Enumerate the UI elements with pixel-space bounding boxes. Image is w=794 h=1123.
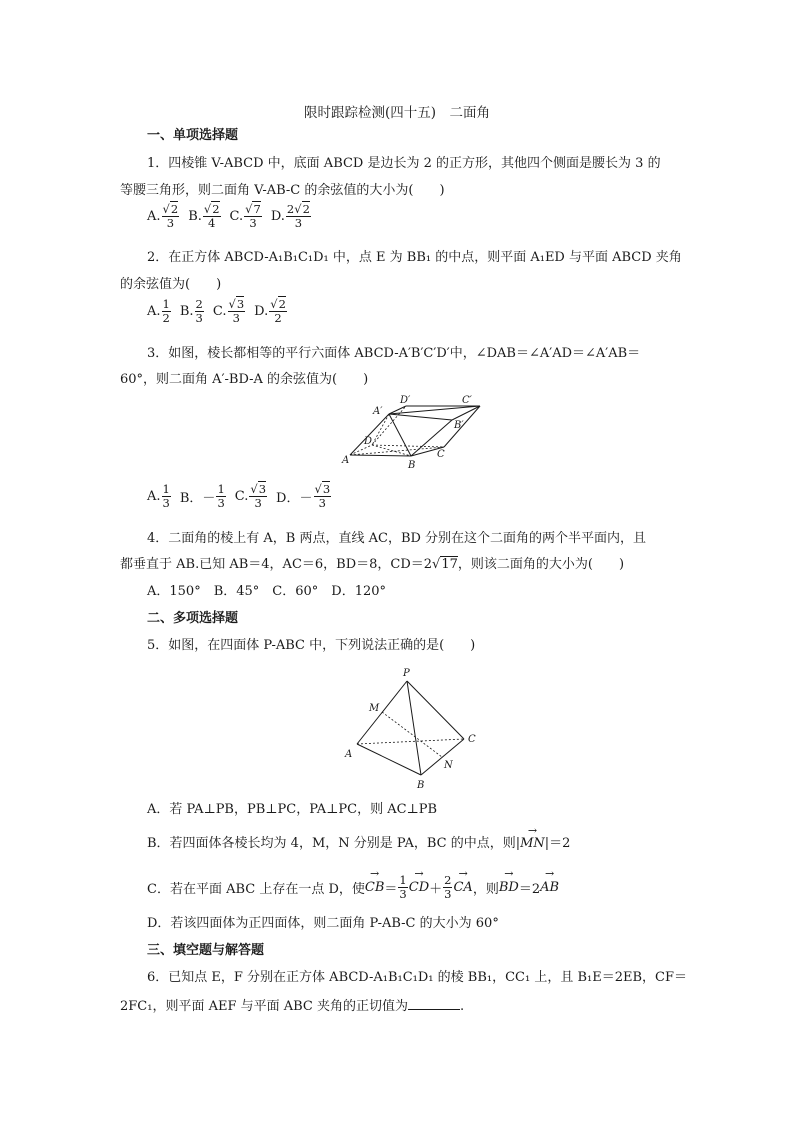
section-heading-multiple-choice: 二、多项选择题 bbox=[147, 611, 239, 626]
q3-d-radicand: 3 bbox=[322, 482, 331, 496]
q1-option-d-label: D. bbox=[270, 209, 285, 224]
q2-d-denominator: 2 bbox=[274, 311, 282, 325]
q1-text-line2: 等腰三角形，则二面角 V-AB-C 的余弦值的大小为( ) bbox=[120, 183, 445, 198]
label-a: A bbox=[342, 455, 350, 466]
q1-option-b-label: B. bbox=[188, 209, 202, 224]
q1-option-c-fraction: $\frac{√7}{3}$ bbox=[245, 202, 261, 230]
label-b-prime: B′ bbox=[454, 420, 464, 431]
q4-line2-end: ，则该二面角的大小为( ) bbox=[457, 557, 625, 572]
q1-options bbox=[147, 203, 312, 230]
q3-b-sign: － bbox=[202, 491, 216, 506]
q5-option-c-then: ，则 bbox=[472, 882, 499, 897]
q3-option-a-label: A. bbox=[147, 489, 161, 504]
page-title: 限时跟踪检测(四十五) 二面角 bbox=[303, 105, 491, 121]
edge-ac bbox=[357, 739, 464, 744]
edge-ab bbox=[357, 744, 421, 775]
q3-b-denominator: 3 bbox=[217, 496, 225, 510]
q1-c-denominator: 3 bbox=[249, 216, 257, 230]
q3-option-d-label: D． bbox=[276, 491, 300, 506]
label-c-prime: C′ bbox=[462, 395, 472, 406]
label-d-prime: D′ bbox=[400, 395, 411, 406]
q3-option-a-fraction bbox=[162, 483, 171, 510]
q1-option-c-label: C. bbox=[229, 209, 244, 224]
q1-d-radicand: 2 bbox=[302, 202, 310, 216]
q5-text-line1: 5．如图，在四面体 P-ABC 中，下列说法正确的是( ) bbox=[147, 638, 476, 653]
q2-c-denominator: 3 bbox=[232, 311, 240, 325]
q2-option-b-label: B. bbox=[179, 304, 194, 319]
section-heading-single-choice: 一、单项选择题 bbox=[147, 128, 239, 143]
q3-options bbox=[147, 483, 332, 510]
q1-option-d-fraction: $\frac{2√2}{3}$ bbox=[286, 202, 310, 230]
tetrahedron-figure bbox=[340, 664, 485, 794]
label-a-prime: A′ bbox=[373, 406, 383, 417]
q1-c-radicand: 7 bbox=[253, 202, 261, 216]
q5-option-c-start: C．若在平面 ABC 上存在一点 D，使 bbox=[147, 882, 365, 897]
label-p: P bbox=[403, 668, 410, 679]
q5-c-f1-denominator: 3 bbox=[399, 887, 407, 901]
edge-ab bbox=[350, 455, 411, 456]
q2-option-c-label: C. bbox=[212, 304, 227, 319]
edge-pb bbox=[407, 681, 421, 775]
q1-a-radicand: 2 bbox=[170, 202, 179, 216]
q6-text-line1: 6．已知点 E，F 分别在正方体 ABCD-A₁B₁C₁D₁ 的棱 BB₁，CC₁ 上，且 B₁E＝2EB，CF＝ bbox=[147, 970, 688, 985]
q6-answer-blank[interactable] bbox=[408, 997, 460, 1010]
q1-a-denominator: 3 bbox=[166, 216, 175, 230]
q3-c-radicand: 3 bbox=[258, 482, 267, 496]
q6-text-line2 bbox=[120, 997, 464, 1015]
q4-text-line2: 都垂直于 AB.已知 AB＝4，AC＝6，BD＝8，CD＝2√17，则该二面角的大小为( ) bbox=[120, 557, 625, 572]
q3-option-d-fraction: $\frac{√3}{3}$ bbox=[314, 482, 331, 510]
q4-line2-start: 都垂直于 AB.已知 AB＝4，AC＝6，BD＝8，CD＝2 bbox=[120, 557, 433, 572]
edge-pc bbox=[407, 681, 464, 739]
q5-option-c-plus: ＋ bbox=[429, 882, 443, 897]
q2-a-numerator: 1 bbox=[162, 297, 170, 311]
q2-d-radicand: 2 bbox=[278, 297, 286, 311]
q2-a-denominator: 2 bbox=[162, 311, 170, 325]
segment-mn bbox=[382, 712, 442, 757]
q4-radicand: 17 bbox=[441, 557, 458, 572]
vector-ca: → CA bbox=[453, 880, 472, 895]
label-a: A bbox=[345, 749, 353, 760]
q2-options bbox=[147, 298, 288, 325]
q3-d-denominator: 3 bbox=[318, 496, 326, 510]
q1-option-b-fraction: $\frac{√2}{4}$ bbox=[203, 202, 220, 230]
vector-cd: → CD bbox=[409, 880, 429, 895]
q5-option-b-start: B．若四面体各棱长均为 4，M，N 分别是 PA，BC 的中点，则| bbox=[147, 836, 521, 851]
q1-d-denominator: 3 bbox=[294, 216, 303, 230]
q5-option-c bbox=[147, 874, 559, 901]
q5-c-f1-numerator: 1 bbox=[399, 873, 407, 887]
q3-b-numerator: 1 bbox=[217, 482, 225, 496]
q2-b-numerator: 2 bbox=[195, 297, 203, 311]
q6-line2-start: 2FC₁，则平面 AEF 与平面 ABC 夹角的正切值为 bbox=[120, 999, 409, 1014]
q3-option-c-fraction: $\frac{√3}{3}$ bbox=[250, 482, 267, 510]
q2-c-radicand: 3 bbox=[236, 297, 245, 311]
q2-option-d-fraction: $\frac{√2}{2}$ bbox=[270, 297, 286, 325]
label-b: B bbox=[417, 780, 425, 791]
q1-b-radicand: 2 bbox=[212, 202, 220, 216]
q1-option-a-fraction: $\frac{√2}{3}$ bbox=[162, 202, 179, 230]
edge-bc bbox=[421, 739, 464, 775]
label-m: M bbox=[369, 703, 380, 714]
label-n: N bbox=[444, 760, 453, 771]
q3-text-line1: 3．如图，棱长都相等的平行六面体 ABCD-A′B′C′D′中，∠DAB＝∠A′AD＝∠A′AB＝ bbox=[147, 346, 641, 361]
q5-option-a: A．若 PA⊥PB，PB⊥PC，PA⊥PC，则 AC⊥PB bbox=[147, 802, 438, 817]
q1-text-line1: 1．四棱锥 V-ABCD 中，底面 ABCD 是边长为 2 的正方形，其他四个侧面是腰长为 3 的 bbox=[147, 156, 661, 171]
label-d: D bbox=[364, 436, 373, 447]
vector-ab: → AB bbox=[540, 880, 559, 895]
q2-b-denominator: 3 bbox=[195, 311, 203, 325]
q5-option-c-fraction-1 bbox=[398, 874, 407, 901]
q3-a-numerator: 1 bbox=[162, 482, 170, 496]
q3-a-denominator: 3 bbox=[162, 496, 170, 510]
q5-c-f2-numerator: 2 bbox=[444, 873, 452, 887]
q2-text-line2: 的余弦值为( ) bbox=[120, 277, 222, 292]
q5-option-c-equals-2: ＝2 bbox=[518, 882, 541, 897]
vector-bd: → BD bbox=[499, 880, 519, 895]
q5-option-c-fraction-2 bbox=[443, 874, 452, 901]
q6-line2-end: . bbox=[460, 999, 465, 1014]
q2-option-c-fraction: $\frac{√3}{3}$ bbox=[228, 297, 245, 325]
vector-cb: → CB bbox=[365, 880, 385, 895]
vector-mn: → MN bbox=[520, 836, 545, 852]
q4-text-line1: 4．二面角的棱上有 A，B 两点，直线 AC，BD 分别在这个二面角的两个半平面内，且 bbox=[147, 531, 647, 546]
diagonal-bd bbox=[372, 445, 411, 456]
edge-dc bbox=[372, 445, 444, 447]
q5-option-b bbox=[147, 836, 570, 852]
label-b: B bbox=[408, 460, 416, 471]
q3-option-c-label: C. bbox=[234, 489, 249, 504]
q3-option-b-label: B． bbox=[179, 491, 203, 506]
q3-option-b-fraction bbox=[216, 483, 225, 510]
label-c: C bbox=[437, 449, 445, 460]
q5-option-b-end: |＝2 bbox=[544, 836, 571, 851]
q4-options: A．150° B．45° C．60° D．120° bbox=[147, 584, 387, 599]
q3-c-denominator: 3 bbox=[254, 496, 262, 510]
q2-text-line1: 2．在正方体 ABCD-A₁B₁C₁D₁ 中，点 E 为 BB₁ 的中点，则平面 A₁ED 与平面 ABCD 夹角 bbox=[147, 250, 682, 265]
section-heading-fill-and-answer: 三、填空题与解答题 bbox=[147, 943, 265, 958]
q5-option-d: D．若该四面体为正四面体，则二面角 P-AB-C 的大小为 60° bbox=[147, 916, 499, 931]
q2-option-a-fraction bbox=[162, 298, 171, 325]
q1-b-denominator: 4 bbox=[208, 216, 216, 230]
q2-option-a-label: A. bbox=[147, 304, 161, 319]
q1-option-a-label: A. bbox=[147, 209, 161, 224]
q5-c-f2-denominator: 3 bbox=[444, 887, 452, 901]
q1-d-coefficient: 2 bbox=[286, 202, 295, 216]
parallelepiped-figure bbox=[340, 392, 485, 474]
q3-text-line2: 60°，则二面角 A′-BD-A 的余弦值为( ) bbox=[120, 372, 369, 387]
edge-aa1 bbox=[350, 414, 389, 455]
q2-option-b-fraction bbox=[195, 298, 204, 325]
q5-option-c-equals: ＝ bbox=[384, 882, 398, 897]
q2-option-d-label: D. bbox=[254, 304, 269, 319]
q3-d-sign: － bbox=[299, 491, 313, 506]
label-c: C bbox=[468, 734, 476, 745]
